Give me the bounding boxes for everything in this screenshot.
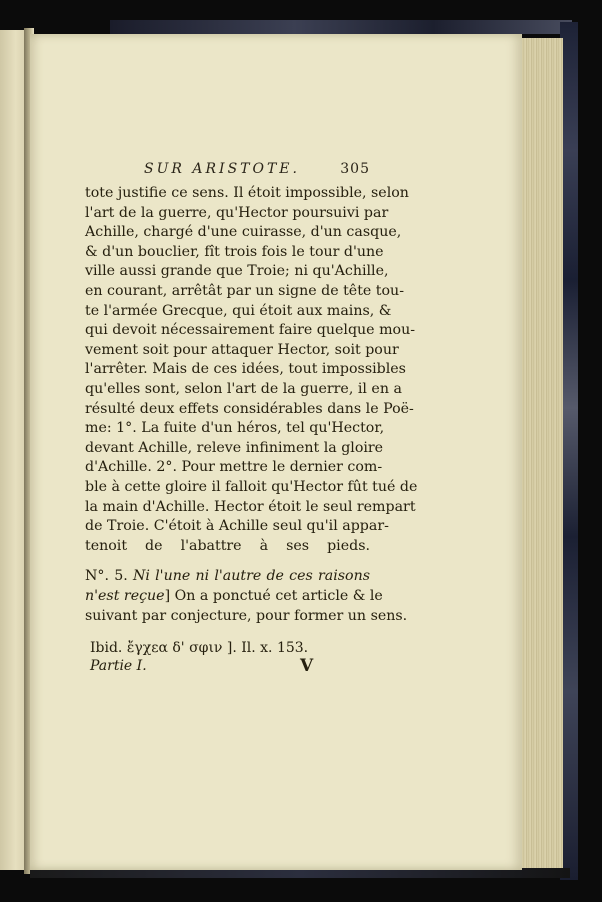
text-line: ville aussi grande que Troie; ni qu'Achille, [85,263,389,280]
facing-page-edge [0,30,27,870]
text-line: en courant, arrêtât par un signe de tête tou- [85,283,404,299]
note-line-2 [85,586,383,606]
page-edges [516,38,563,868]
book-cover-top [110,20,572,34]
text-line: qu'elles sont, selon l'art de la guerre, il en a [85,381,402,397]
text-line: me: 1°. La fuite d'un héros, tel qu'Hector, [85,420,385,437]
text-line: d'Achille. 2°. Pour mettre le dernier com- [85,459,383,476]
text-line: tote justifie ce sens. Il étoit impossible, selon [85,185,409,201]
note-italic: Ni l'une ni l'autre de ces raisons [132,568,370,584]
text-line: te l'armée Grecque, qui étoit aux mains, & [85,302,392,319]
text-line: devant Achille, releve infiniment la gloire [85,439,384,456]
note-label: N°. 5. [85,568,128,584]
page-number: 305 [340,161,370,177]
note-rest-2: ] On a ponctué cet article & le [164,588,383,604]
note-line-3: suivant par conjecture, pour former un sens. [85,608,408,624]
text-line: Achille, chargé d'une cuirasse, d'un casque, [85,224,402,241]
running-head-title: SUR ARISTOTE. [144,161,300,177]
text-line: tenoit de l'abattre à ses pieds. [85,537,370,554]
running-head [144,161,370,177]
text-line: la main d'Achille. Hector étoit le seul rempart [85,498,416,515]
text-line: qui devoit nécessairement faire quelque mou- [85,322,415,339]
text-line: l'art de la guerre, qu'Hector poursuivi par [85,204,389,221]
text-line: & d'un bouclier, fît trois fois le tour d'une [85,243,384,260]
partie-label: Partie I. [90,658,147,674]
note-italic-2: n'est reçue [85,588,165,604]
note-line-1 [85,566,370,586]
text-line: l'arrêter. Mais de ces idées, tout impossibles [85,361,406,378]
text-line: résulté deux effets considérables dans le Poë- [85,400,414,417]
ibid-reference: Ibid. ἔγχεα δ' σφιν ]. Il. x. 153. [90,640,309,656]
text-line: ble à cette gloire il falloit qu'Hector fût tué de [85,479,418,495]
text-line: de Troie. C'étoit à Achille seul qu'il appar- [85,518,389,535]
text-line: vement soit pour attaquer Hector, soit pour [85,341,399,358]
signature-mark: V [300,656,314,676]
